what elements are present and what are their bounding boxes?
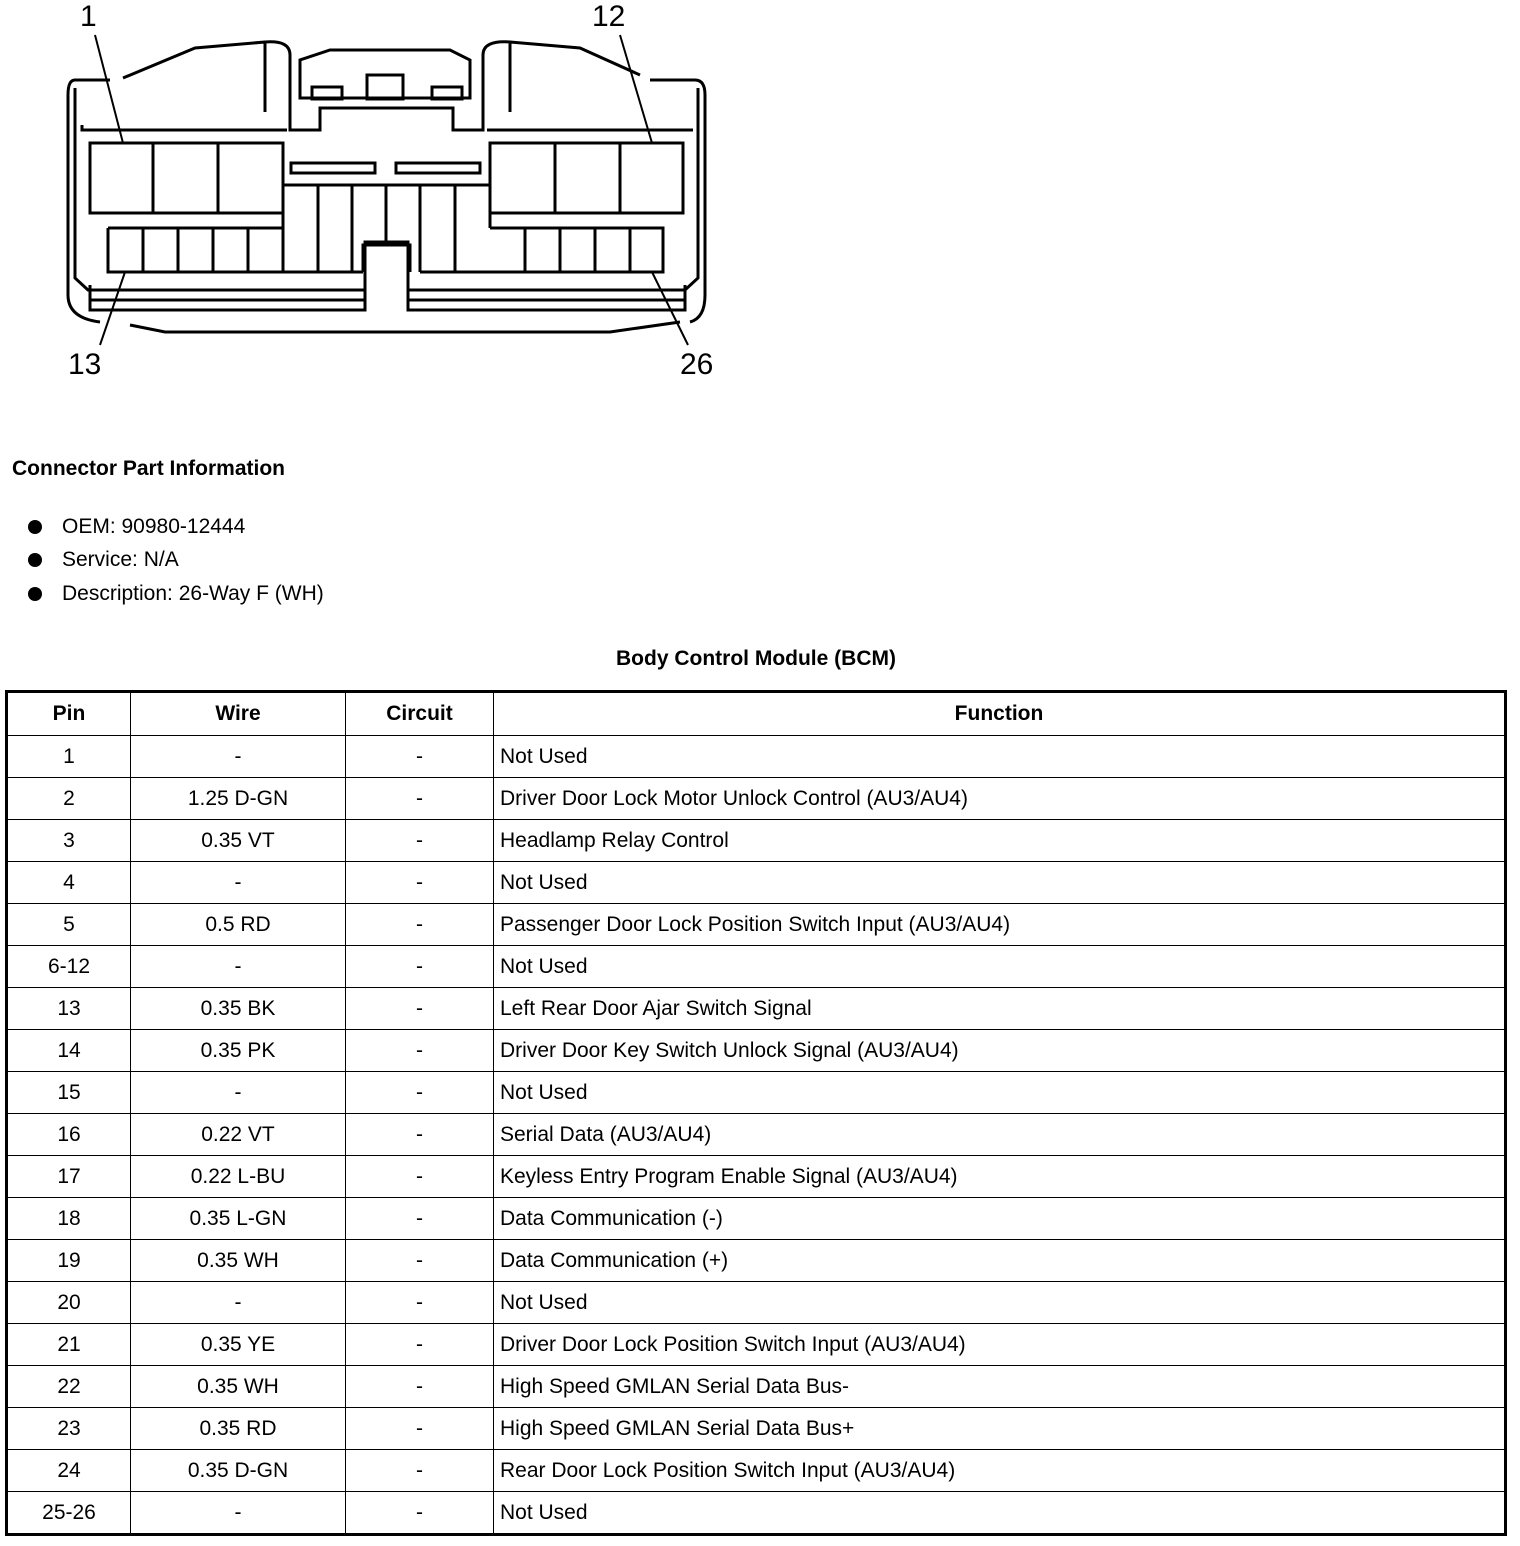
list-item: [28, 577, 324, 611]
wire-cell: -: [131, 946, 346, 988]
function-cell: High Speed GMLAN Serial Data Bus-: [494, 1366, 1506, 1408]
circuit-cell: -: [346, 1408, 494, 1450]
circuit-cell: -: [346, 862, 494, 904]
circuit-cell: -: [346, 988, 494, 1030]
header-circuit: Circuit: [346, 692, 494, 736]
table-row: [7, 1450, 1506, 1492]
pin-cell: 1: [7, 736, 131, 778]
pin-cell: 15: [7, 1072, 131, 1114]
list-item: [28, 510, 324, 544]
wire-cell: 0.22 L-BU: [131, 1156, 346, 1198]
circuit-cell: -: [346, 1492, 494, 1535]
wire-cell: -: [131, 1282, 346, 1324]
table-row: [7, 736, 1506, 778]
table-title: Body Control Module (BCM): [616, 647, 896, 670]
table-row: [7, 1366, 1506, 1408]
wire-cell: 0.35 D-GN: [131, 1450, 346, 1492]
wire-cell: 0.35 WH: [131, 1366, 346, 1408]
function-cell: Driver Door Key Switch Unlock Signal (AU3/AU4): [494, 1030, 1506, 1072]
pin-cell: 3: [7, 820, 131, 862]
bullet-icon: [28, 587, 42, 601]
circuit-cell: -: [346, 1156, 494, 1198]
pin-cell: 13: [7, 988, 131, 1030]
wire-cell: -: [131, 862, 346, 904]
table-row: [7, 1282, 1506, 1324]
circuit-cell: -: [346, 904, 494, 946]
pin-label-13: 13: [68, 348, 102, 381]
pin-cell: 14: [7, 1030, 131, 1072]
circuit-cell: -: [346, 1282, 494, 1324]
connector-face-diagram: [0, 0, 760, 400]
circuit-cell: -: [346, 1366, 494, 1408]
function-cell: Serial Data (AU3/AU4): [494, 1114, 1506, 1156]
oem-text: OEM: 90980-12444: [62, 514, 246, 538]
circuit-cell: -: [346, 1450, 494, 1492]
pin-cell: 23: [7, 1408, 131, 1450]
wire-cell: -: [131, 1492, 346, 1535]
wire-cell: 0.22 VT: [131, 1114, 346, 1156]
wire-cell: 1.25 D-GN: [131, 778, 346, 820]
table-row: [7, 946, 1506, 988]
bullet-icon: [28, 520, 42, 534]
circuit-cell: -: [346, 1030, 494, 1072]
pin-cell: 18: [7, 1198, 131, 1240]
wire-cell: 0.35 YE: [131, 1324, 346, 1366]
pin-cell: 2: [7, 778, 131, 820]
circuit-cell: -: [346, 778, 494, 820]
function-cell: Headlamp Relay Control: [494, 820, 1506, 862]
table-row: [7, 904, 1506, 946]
function-cell: Not Used: [494, 1492, 1506, 1535]
wire-cell: 0.35 RD: [131, 1408, 346, 1450]
table-row: [7, 778, 1506, 820]
pin-label-12: 12: [592, 0, 626, 33]
description-text: Description: 26-Way F (WH): [62, 581, 324, 605]
pin-cell: 22: [7, 1366, 131, 1408]
table-row: [7, 862, 1506, 904]
table-row: [7, 1324, 1506, 1366]
circuit-cell: -: [346, 1324, 494, 1366]
function-cell: Rear Door Lock Position Switch Input (AU3/AU4): [494, 1450, 1506, 1492]
pin-cell: 25-26: [7, 1492, 131, 1535]
pin-cell: 4: [7, 862, 131, 904]
circuit-cell: -: [346, 946, 494, 988]
table-row: [7, 1408, 1506, 1450]
function-cell: Driver Door Lock Motor Unlock Control (AU3/AU4): [494, 778, 1506, 820]
pin-label-1: 1: [80, 0, 97, 33]
function-cell: Passenger Door Lock Position Switch Input (AU3/AU4): [494, 904, 1506, 946]
function-cell: Not Used: [494, 946, 1506, 988]
function-cell: Not Used: [494, 862, 1506, 904]
pin-cell: 20: [7, 1282, 131, 1324]
function-cell: Data Communication (-): [494, 1198, 1506, 1240]
wire-cell: 0.35 BK: [131, 988, 346, 1030]
function-cell: High Speed GMLAN Serial Data Bus+: [494, 1408, 1506, 1450]
circuit-cell: -: [346, 820, 494, 862]
table-row: [7, 820, 1506, 862]
wire-cell: 0.35 VT: [131, 820, 346, 862]
wire-cell: 0.5 RD: [131, 904, 346, 946]
pinout-table: [5, 690, 1507, 1536]
header-function: Function: [494, 692, 1506, 736]
table-row: [7, 1114, 1506, 1156]
function-cell: Not Used: [494, 736, 1506, 778]
connector-info-title: Connector Part Information: [12, 457, 286, 480]
pin-cell: 21: [7, 1324, 131, 1366]
pin-label-26: 26: [680, 348, 714, 381]
table-row: [7, 1156, 1506, 1198]
pin-cell: 19: [7, 1240, 131, 1282]
pin-cell: 6-12: [7, 946, 131, 988]
pin-cell: 17: [7, 1156, 131, 1198]
circuit-cell: -: [346, 736, 494, 778]
wire-cell: 0.35 PK: [131, 1030, 346, 1072]
pin-cell: 16: [7, 1114, 131, 1156]
function-cell: Not Used: [494, 1072, 1506, 1114]
function-cell: Not Used: [494, 1282, 1506, 1324]
circuit-cell: -: [346, 1240, 494, 1282]
table-row: [7, 1240, 1506, 1282]
wire-cell: 0.35 L-GN: [131, 1198, 346, 1240]
header-pin: Pin: [7, 692, 131, 736]
wire-cell: -: [131, 1072, 346, 1114]
header-wire: Wire: [131, 692, 346, 736]
table-row: [7, 988, 1506, 1030]
table-row: [7, 1072, 1506, 1114]
pin-cell: 24: [7, 1450, 131, 1492]
table-row: [7, 1492, 1506, 1535]
wire-cell: 0.35 WH: [131, 1240, 346, 1282]
function-cell: Keyless Entry Program Enable Signal (AU3/AU4): [494, 1156, 1506, 1198]
table-row: [7, 1198, 1506, 1240]
circuit-cell: -: [346, 1114, 494, 1156]
connector-info-list: [28, 510, 324, 611]
pin-cell: 5: [7, 904, 131, 946]
table-row: [7, 1030, 1506, 1072]
circuit-cell: -: [346, 1072, 494, 1114]
bullet-icon: [28, 553, 42, 567]
list-item: [28, 544, 324, 578]
function-cell: Data Communication (+): [494, 1240, 1506, 1282]
circuit-cell: -: [346, 1198, 494, 1240]
wire-cell: -: [131, 736, 346, 778]
service-text: Service: N/A: [62, 548, 179, 572]
function-cell: Driver Door Lock Position Switch Input (AU3/AU4): [494, 1324, 1506, 1366]
function-cell: Left Rear Door Ajar Switch Signal: [494, 988, 1506, 1030]
table-header-row: [7, 692, 1506, 736]
